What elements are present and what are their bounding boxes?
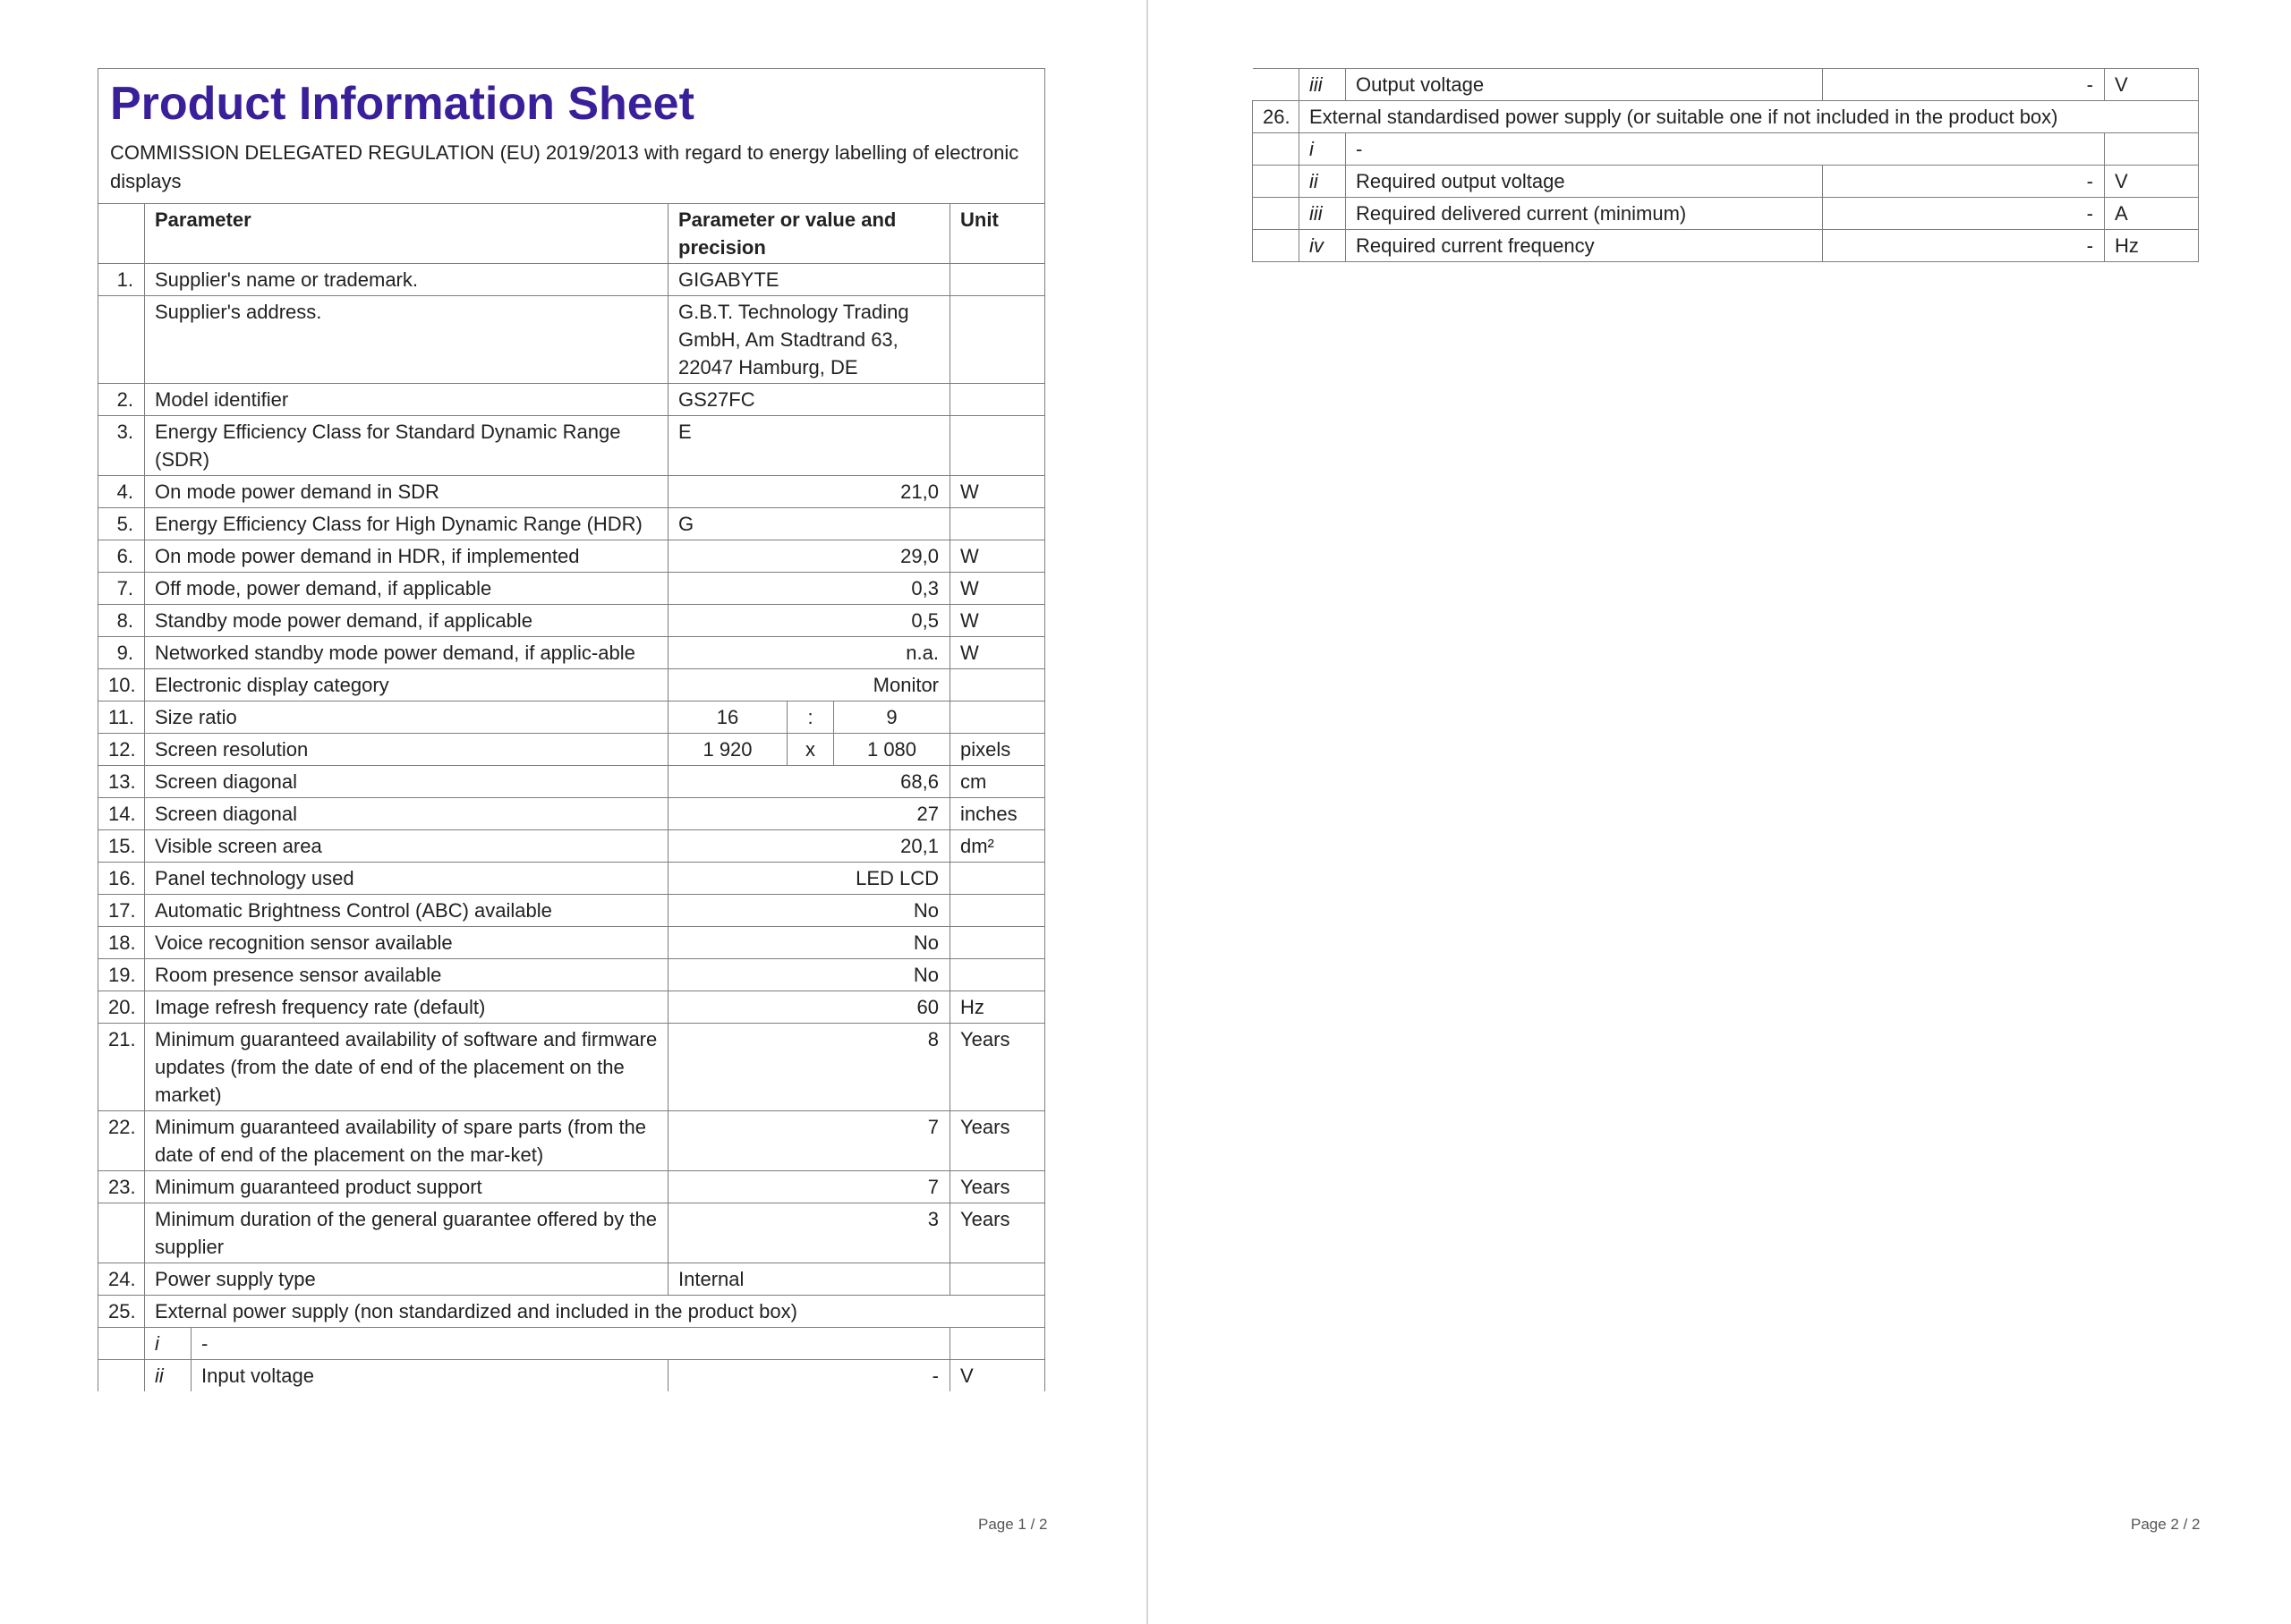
row-number: [1253, 166, 1299, 198]
row-label: External standardised power supply (or suitable one if not included in the product box): [1299, 101, 2199, 133]
row-unit: W: [950, 605, 1045, 637]
subrow-value: -: [1823, 166, 2105, 198]
row-value: G: [669, 508, 950, 540]
table-subrow: [1253, 133, 2199, 166]
row-label: Standby mode power demand, if applicable: [145, 605, 669, 637]
subrow-label: Required current frequency: [1346, 230, 1823, 262]
resolution-width: 1 920: [669, 734, 788, 766]
subrow-label: Input voltage: [192, 1360, 669, 1392]
row-unit: Years: [950, 1171, 1045, 1203]
row-label: Electronic display category: [145, 669, 669, 701]
row-unit: [950, 669, 1045, 701]
row-number: 21.: [98, 1024, 145, 1111]
row-value: 0,3: [669, 573, 950, 605]
row-label: External power supply (non standardized and included in the product box): [145, 1296, 1045, 1328]
table-subrow: [98, 1328, 1045, 1360]
table-row: [98, 734, 1045, 766]
row-number: 19.: [98, 959, 145, 991]
row-number: 7.: [98, 573, 145, 605]
table-row: [98, 766, 1045, 798]
title-row: [98, 69, 1045, 204]
table-subrow: [1253, 230, 2199, 262]
row-label: Model identifier: [145, 384, 669, 416]
table-row: [98, 540, 1045, 573]
header-num: [98, 204, 145, 264]
table-row: [98, 1171, 1045, 1203]
row-unit: [950, 927, 1045, 959]
row-value: 29,0: [669, 540, 950, 573]
row-value: n.a.: [669, 637, 950, 669]
row-value: 7: [669, 1171, 950, 1203]
row-number: [98, 296, 145, 384]
row-unit: [950, 508, 1045, 540]
table-row: [98, 508, 1045, 540]
row-number: [1253, 133, 1299, 166]
table-subrow: [1253, 198, 2199, 230]
row-label: Minimum duration of the general guarantee offered by the supplier: [145, 1203, 669, 1263]
table-row: [98, 384, 1045, 416]
table-row: [98, 416, 1045, 476]
row-number: 1.: [98, 264, 145, 296]
row-number: 4.: [98, 476, 145, 508]
subrow-roman: i: [1299, 133, 1346, 166]
row-number: [98, 1328, 145, 1360]
row-label: Energy Efficiency Class for High Dynamic Range (HDR): [145, 508, 669, 540]
row-label: Image refresh frequency rate (default): [145, 991, 669, 1024]
table-subrow: [98, 1360, 1045, 1392]
row-number: 24.: [98, 1263, 145, 1296]
row-number: 15.: [98, 830, 145, 863]
header-row: [98, 204, 1045, 264]
table-row: [98, 1296, 1045, 1328]
row-number: 10.: [98, 669, 145, 701]
table-row: [98, 863, 1045, 895]
row-value: 60: [669, 991, 950, 1024]
row-value: 3: [669, 1203, 950, 1263]
row-label: On mode power demand in HDR, if implemented: [145, 540, 669, 573]
row-value: GS27FC: [669, 384, 950, 416]
table-row: [98, 1024, 1045, 1111]
row-value: No: [669, 895, 950, 927]
row-number: 5.: [98, 508, 145, 540]
subrow-value: -: [1823, 230, 2105, 262]
row-number: 22.: [98, 1111, 145, 1171]
row-unit: Years: [950, 1203, 1045, 1263]
row-label: Screen resolution: [145, 734, 669, 766]
subrow-label: Required output voltage: [1346, 166, 1823, 198]
table-row: [98, 264, 1045, 296]
row-unit: [950, 1328, 1045, 1360]
resolution-separator: x: [788, 734, 834, 766]
row-value: No: [669, 927, 950, 959]
row-number: 26.: [1253, 101, 1299, 133]
row-unit: [950, 1263, 1045, 1296]
subrow-unit: Hz: [2105, 230, 2199, 262]
row-unit: [950, 296, 1045, 384]
product-info-table-continued: [1252, 68, 2199, 262]
row-value: E: [669, 416, 950, 476]
table-row: [1253, 101, 2199, 133]
subrow-roman: iii: [1299, 198, 1346, 230]
row-unit: cm: [950, 766, 1045, 798]
row-number: 9.: [98, 637, 145, 669]
row-label: On mode power demand in SDR: [145, 476, 669, 508]
subrow-label: -: [1346, 133, 2105, 166]
row-value: 0,5: [669, 605, 950, 637]
row-label: Panel technology used: [145, 863, 669, 895]
row-label: Visible screen area: [145, 830, 669, 863]
row-unit: [950, 863, 1045, 895]
row-unit: W: [950, 476, 1045, 508]
row-number: 11.: [98, 701, 145, 734]
row-label: Energy Efficiency Class for Standard Dynamic Range (SDR): [145, 416, 669, 476]
row-value: Internal: [669, 1263, 950, 1296]
resolution-height: 1 080: [834, 734, 950, 766]
subrow-value: -: [1823, 198, 2105, 230]
table-row: [98, 991, 1045, 1024]
row-number: 8.: [98, 605, 145, 637]
table-row: [98, 798, 1045, 830]
subrow-unit: [2105, 133, 2199, 166]
row-unit: W: [950, 637, 1045, 669]
table-row: [98, 959, 1045, 991]
page-number-2: Page 2 / 2: [2131, 1516, 2201, 1533]
header-unit: Unit: [950, 204, 1045, 264]
row-value: 7: [669, 1111, 950, 1171]
row-number: 25.: [98, 1296, 145, 1328]
table-row: [98, 669, 1045, 701]
row-unit: [950, 416, 1045, 476]
table-row: [98, 573, 1045, 605]
row-label: Supplier's name or trademark.: [145, 264, 669, 296]
table-row: [98, 605, 1045, 637]
ratio-width: 16: [669, 701, 788, 734]
row-label: Networked standby mode power demand, if applic-able: [145, 637, 669, 669]
row-value: 27: [669, 798, 950, 830]
title-cell: [98, 69, 1045, 204]
subrow-roman: iii: [1299, 69, 1346, 101]
ratio-separator: :: [788, 701, 834, 734]
subrow-label: -: [192, 1328, 950, 1360]
row-unit: [950, 701, 1045, 734]
row-label: Voice recognition sensor available: [145, 927, 669, 959]
row-number: [98, 1203, 145, 1263]
product-info-table: [98, 68, 1045, 1391]
subrow-roman: ii: [1299, 166, 1346, 198]
row-number: 23.: [98, 1171, 145, 1203]
row-unit: pixels: [950, 734, 1045, 766]
row-label: Automatic Brightness Control (ABC) available: [145, 895, 669, 927]
row-label: Minimum guaranteed product support: [145, 1171, 669, 1203]
row-number: 14.: [98, 798, 145, 830]
subrow-roman: iv: [1299, 230, 1346, 262]
header-parameter: Parameter: [145, 204, 669, 264]
table-row: [98, 1111, 1045, 1171]
row-label: Size ratio: [145, 701, 669, 734]
row-label: Supplier's address.: [145, 296, 669, 384]
row-unit: Years: [950, 1024, 1045, 1111]
page-number-1: Page 1 / 2: [978, 1516, 1048, 1533]
row-value: 68,6: [669, 766, 950, 798]
ratio-height: 9: [834, 701, 950, 734]
row-unit: Hz: [950, 991, 1045, 1024]
row-label: Screen diagonal: [145, 798, 669, 830]
row-value: 8: [669, 1024, 950, 1111]
header-value: Parameter or value and precision: [669, 204, 950, 264]
row-value: No: [669, 959, 950, 991]
subrow-value: -: [1823, 69, 2105, 101]
table-row: [98, 1203, 1045, 1263]
subrow-unit: A: [2105, 198, 2199, 230]
subrow-roman: ii: [145, 1360, 192, 1392]
row-value: 21,0: [669, 476, 950, 508]
row-number: [1253, 69, 1299, 101]
row-label: Power supply type: [145, 1263, 669, 1296]
row-label: Minimum guaranteed availability of spare parts (from the date of end of the placement on the mar-ket): [145, 1111, 669, 1171]
row-unit: [950, 895, 1045, 927]
row-number: 12.: [98, 734, 145, 766]
row-unit: [950, 384, 1045, 416]
table-row: [98, 830, 1045, 863]
row-number: 17.: [98, 895, 145, 927]
row-number: 2.: [98, 384, 145, 416]
row-unit: W: [950, 540, 1045, 573]
subrow-unit: V: [2105, 69, 2199, 101]
table-row: [98, 895, 1045, 927]
row-number: [1253, 198, 1299, 230]
row-unit: inches: [950, 798, 1045, 830]
row-number: 3.: [98, 416, 145, 476]
subrow-unit: V: [950, 1360, 1045, 1392]
row-number: 20.: [98, 991, 145, 1024]
row-number: [1253, 230, 1299, 262]
row-value: G.B.T. Technology Trading GmbH, Am Stadtrand 63, 22047 Hamburg, DE: [669, 296, 950, 384]
row-label: Room presence sensor available: [145, 959, 669, 991]
row-label: Screen diagonal: [145, 766, 669, 798]
row-value: LED LCD: [669, 863, 950, 895]
row-label: Minimum guaranteed availability of software and firmware updates (from the date of end of the placement on the market): [145, 1024, 669, 1111]
table-row: [98, 1263, 1045, 1296]
table-row: [98, 637, 1045, 669]
subrow-label: Output voltage: [1346, 69, 1823, 101]
row-number: 6.: [98, 540, 145, 573]
row-unit: [950, 264, 1045, 296]
row-number: 16.: [98, 863, 145, 895]
table-row: [98, 476, 1045, 508]
row-value: Monitor: [669, 669, 950, 701]
regulation-subtitle: COMMISSION DELEGATED REGULATION (EU) 2019/2013 with regard to energy labelling of electronic displays: [110, 141, 1019, 192]
row-label: Off mode, power demand, if applicable: [145, 573, 669, 605]
table-subrow: [1253, 69, 2199, 101]
subrow-unit: V: [2105, 166, 2199, 198]
row-unit: [950, 959, 1045, 991]
table-row: [98, 701, 1045, 734]
row-number: 18.: [98, 927, 145, 959]
subrow-roman: i: [145, 1328, 192, 1360]
page-title: Product Information Sheet: [110, 78, 694, 130]
table-row: [98, 296, 1045, 384]
row-value: GIGABYTE: [669, 264, 950, 296]
subrow-value: -: [669, 1360, 950, 1392]
page-2: [1148, 0, 2291, 1624]
row-unit: W: [950, 573, 1045, 605]
row-number: [98, 1360, 145, 1392]
row-value: 20,1: [669, 830, 950, 863]
row-unit: Years: [950, 1111, 1045, 1171]
subrow-label: Required delivered current (minimum): [1346, 198, 1823, 230]
row-number: 13.: [98, 766, 145, 798]
table-subrow: [1253, 166, 2199, 198]
row-unit: dm²: [950, 830, 1045, 863]
table-row: [98, 927, 1045, 959]
